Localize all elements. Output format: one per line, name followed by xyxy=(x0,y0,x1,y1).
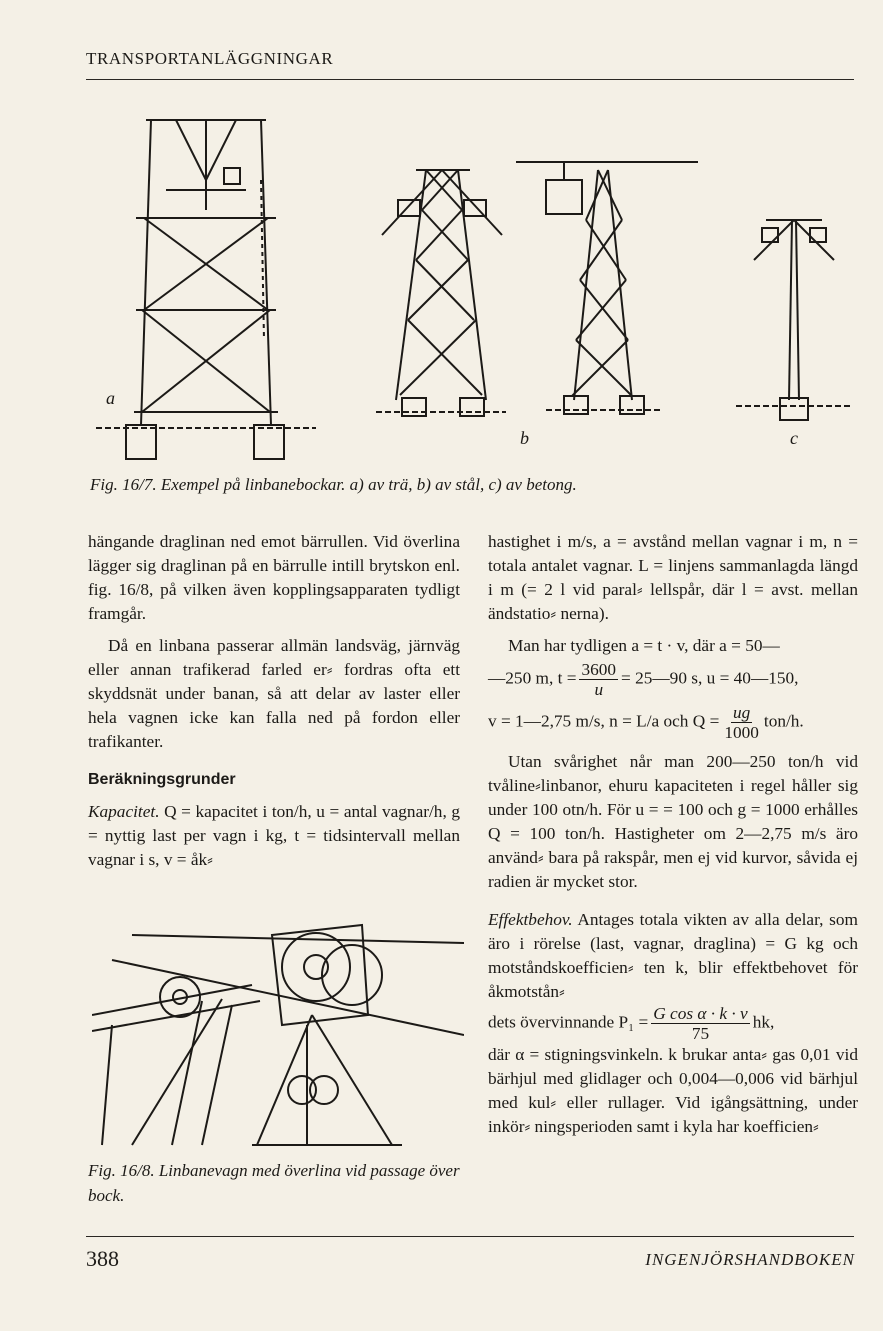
paragraph: hastighet i m/s, a = avstånd mellan vagnar i m, n = totala antalet vagnar. L = linjens sammanlagda längd i m (= 2 l vid paral⸗ lellspår, där l = avst. mellan ändstatio⸗ nerna). xyxy=(488,532,858,623)
towers-illustration xyxy=(86,100,856,470)
formula-text: dets övervinnande P₁ = $\frac{\text{G cos α · k · v}}{75}$ hk, xyxy=(488,1004,775,1043)
running-head: TRANSPORTANLÄGGNINGAR xyxy=(86,49,334,68)
run-in-heading: Effektbehov. xyxy=(488,910,573,929)
figure-cableway-towers xyxy=(86,100,856,470)
formula-line xyxy=(488,660,858,699)
figure-label-c: c xyxy=(790,428,798,448)
concrete-pole xyxy=(736,220,850,420)
paragraph xyxy=(488,908,858,1004)
carriage-illustration xyxy=(92,915,464,1155)
paragraph xyxy=(88,800,460,872)
book-title: INGENJÖRSHANDBOKEN xyxy=(645,1250,855,1269)
timber-tower xyxy=(96,120,316,459)
figure-caption-16-8: Fig. 16/8. Linbanevagn med överlina vid passage över bock. xyxy=(88,1161,460,1205)
page-number: 388 xyxy=(86,1246,119,1271)
fraction: $\frac{\text{G cos α · k · v}}{75}$ xyxy=(653,1004,748,1043)
steel-tower-2 xyxy=(516,162,698,414)
formula-line xyxy=(488,1004,858,1043)
left-column xyxy=(88,530,460,872)
right-column xyxy=(488,530,858,1139)
run-in-heading: Kapacitet. xyxy=(88,802,160,821)
steel-tower-1 xyxy=(376,170,506,416)
figure-label-a: a xyxy=(106,388,115,408)
section-heading: Beräkningsgrunder xyxy=(88,771,236,788)
paragraph-text: Q = kapacitet i ton/h, u = antal vagnar/h, g = nyttig last per vagn i kg, t = tidsintervall mellan vagnar i s, v = åk⸗ xyxy=(88,802,460,869)
figure-caption-16-7: Fig. 16/7. Exempel på linbanebockar. a) av trä, b) av stål, c) av betong. xyxy=(90,475,577,494)
formula-text: —250 m, t = $\frac{3600}{u}$ = 25—90 s, u = 40—150, xyxy=(488,660,799,699)
formula-line: Man har tydligen a = t · v, där a = 50— xyxy=(508,636,780,655)
formula-line xyxy=(488,703,858,742)
formula-text: v = 1—2,75 m/s, n = L/a och Q = $\frac{ug}{1000}$ ton/h. xyxy=(488,703,804,742)
paragraph: Då en linbana passerar allmän landsväg, järnväg eller annan trafikerad farled er⸗ fordras ofta ett skyddsnät under banan, så att delar av laster eller hela vagnen icke kan falla ned på fordon eller trafikanter. xyxy=(88,636,460,751)
paragraph: Utan svårighet når man 200—250 ton/h vid tvåline⸗linbanor, ehuru kapaciteten i regel håller sig under 100 otn/h. För u = = 100 och g = 1000 erhålles Q = 100 ton/h. Hastigheter om 2—2,75 m/s äro använd⸗ bara på rakspår, men ej vid kurvor, såvida ej radien är mycket stor. xyxy=(488,752,858,891)
paragraph-text: Antages totala vikten av alla delar, som äro i rörelse (last, vagnar, draglina) = G kg och motståndskoefficien⸗ ten k, blir effektbehovet för åkmotstån⸗ xyxy=(488,910,858,1001)
fraction: $\frac{3600}{u}$ xyxy=(581,660,617,699)
figure-label-b: b xyxy=(520,428,529,448)
paragraph: hängande draglinan ned emot bärrullen. Vid överlina lägger sig draglinan på en bärrulle intill brytskon enl. fig. 16/8, på vilken även kopplingsapparaten tydligt framgår. xyxy=(88,532,460,623)
fraction: $\frac{ug}{1000}$ xyxy=(724,703,759,742)
footer-rule xyxy=(86,1236,854,1237)
header-rule xyxy=(86,79,854,80)
paragraph: där α = stigningsvinkeln. k brukar anta⸗ gas 0,01 vid bärhjul med glidlager och 0,004—0,006 vid bärhjul med kul⸗ eller rullager. Vid igångsättning, under inkör⸗ ningsperioden samt i kyla har koefficien⸗ xyxy=(488,1045,858,1136)
figure-carriage-on-trestle xyxy=(92,915,464,1155)
